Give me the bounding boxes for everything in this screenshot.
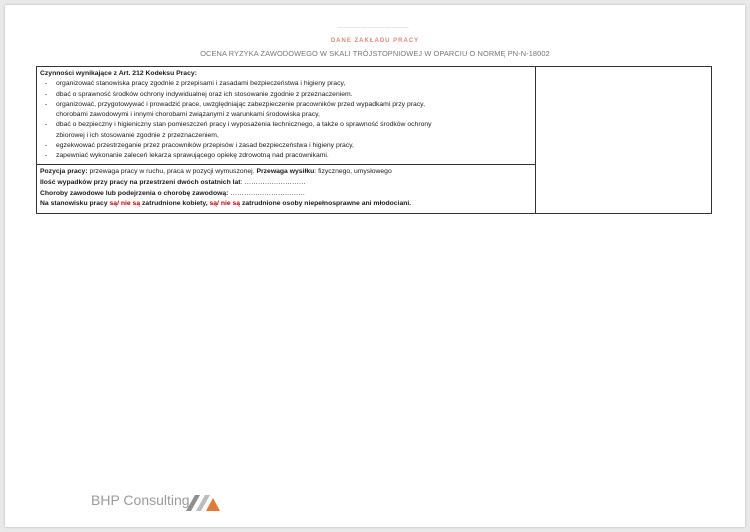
position-line: Pozycja pracy: przewaga pracy w ruchu, praca w pozycji wymuszonej. Przewaga wysiłku: fizycznego, umysłowego bbox=[40, 168, 392, 175]
duties-list bbox=[40, 79, 532, 161]
duty-item: - dbać o bezpieczny i higieniczny stan pomieszczeń pracy i wyposażenia technicznego, a także o sprawność środków ochrony bbox=[45, 121, 432, 129]
company-data-heading: DANE ZAKŁADU PRACY bbox=[330, 38, 420, 44]
employment-line: Na stanowisku pracy są/ nie są zatrudnione kobiety, są/ nie są zatrudnione osoby niepełnosprawne ani młodociani. bbox=[40, 200, 412, 208]
diseases-line: Choroby zawodowe lub podejrzenia o chorobę zawodową: …………………………… bbox=[40, 189, 306, 197]
duty-item: - zapewniać wykonanie zaleceń lekarza sprawującego opiekę zdrowotną nad pracownikami. bbox=[45, 152, 329, 160]
employment-option-disabled: są/ nie są bbox=[209, 200, 241, 208]
column-divider bbox=[535, 67, 536, 213]
document-page bbox=[5, 5, 745, 527]
duty-item: - organizować, przygotowywać i prowadzić prace, uwzględniając zabezpieczenie pracowników przed wypadkami przy pracy, bbox=[45, 100, 425, 108]
logo-mountain-icon bbox=[186, 493, 224, 511]
duty-item: - egzekwować przestrzeganie przez pracowników przepisów i zasad bezpieczeństwa i higieny pracy, bbox=[45, 142, 354, 150]
duty-item-continuation: zbiorowej i ich stosowanie zgodnie z przeznaczeniem, bbox=[56, 131, 219, 139]
duty-item: - organizować stanowiska pracy zgodnie z przepisami i zasadami bezpieczeństwa i higieny pracy, bbox=[45, 80, 346, 88]
top-placeholder-line: ……………………………… bbox=[337, 24, 409, 30]
risk-table bbox=[36, 66, 712, 214]
accidents-line: Ilość wypadków przy pracy na przestrzeni dwóch ostatnich lat: ……………………… bbox=[40, 178, 306, 186]
duties-section bbox=[40, 69, 532, 162]
row-divider bbox=[37, 164, 535, 165]
duties-heading: Czynności wynikające z Art. 212 Kodeksu Pracy: bbox=[40, 70, 197, 77]
document-subtitle: OCENA RYZYKA ZAWODOWEGO W SKALI TRÓJSTOPNIOWEJ W OPARCIU O NORMĘ PN-N-18002 bbox=[200, 49, 550, 58]
workplace-details bbox=[40, 167, 532, 210]
logo-text: BHP Consulting bbox=[91, 492, 190, 508]
duty-item: - dbać o sprawność środków ochrony indywidualnej oraz ich stosowanie zgodnie z przeznaczeniem. bbox=[45, 90, 353, 98]
duty-item-continuation: chorobami zawodowymi i innymi chorobami związanymi z warunkami środowiska pracy, bbox=[56, 111, 320, 119]
employment-option-women: są/ nie są bbox=[109, 200, 141, 208]
